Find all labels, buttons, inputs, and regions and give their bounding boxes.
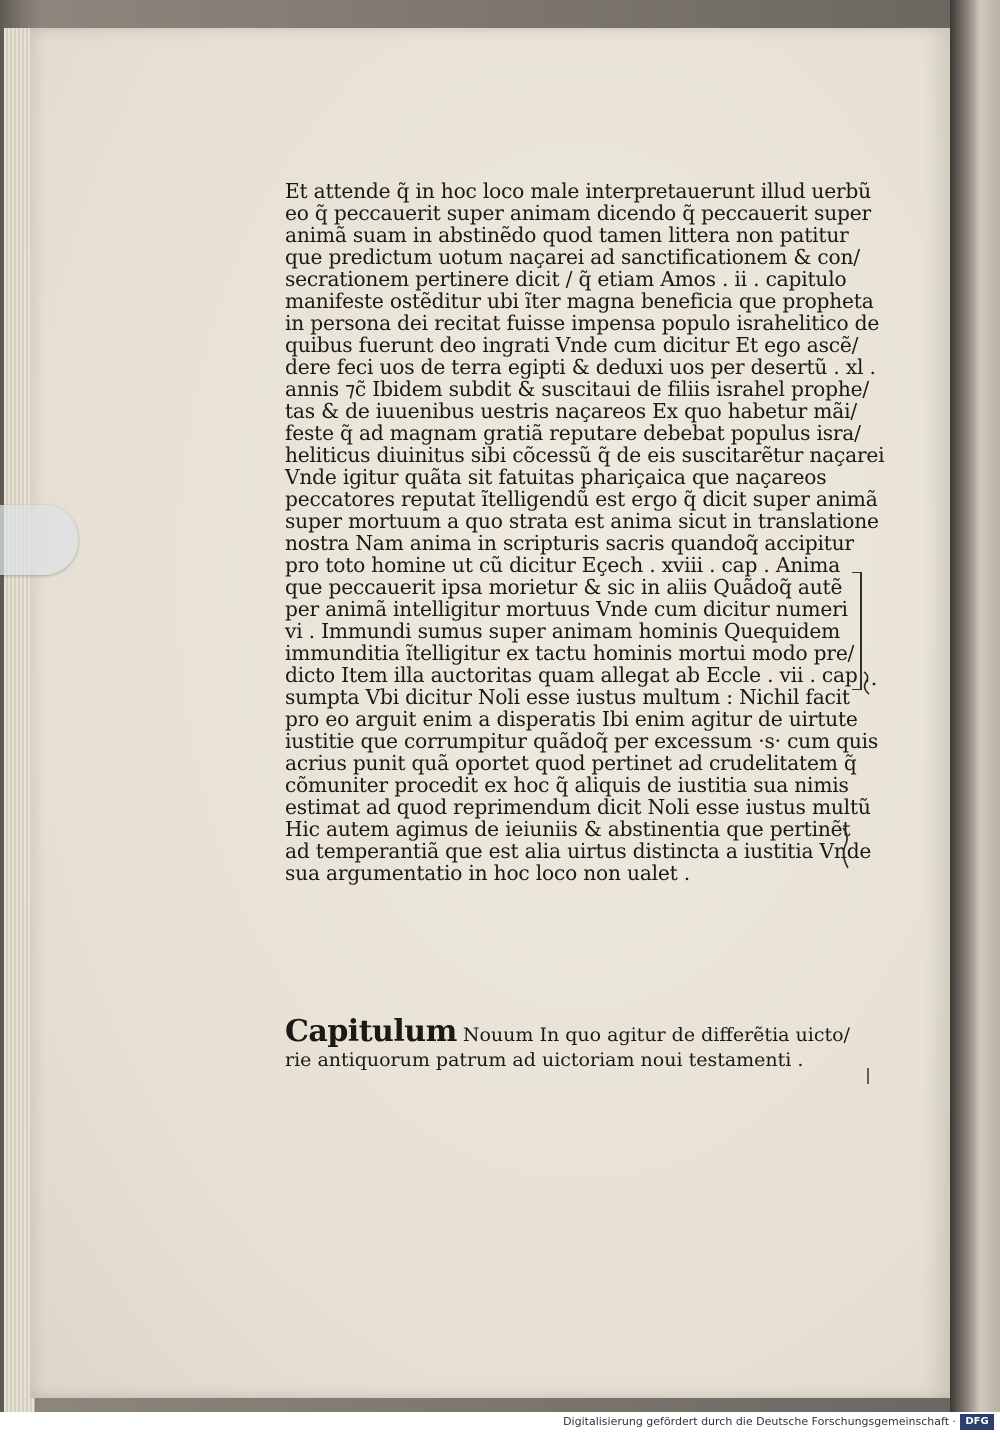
text-line: que predictum uotum naçarei ad sanctificationem & con/ (285, 245, 860, 269)
text-line: estimat ad quod reprimendum dicit Noli esse iustus multũ (285, 795, 871, 819)
text-line: vi . Immundi sumus super animam hominis Quequidem (285, 619, 841, 643)
chapter-heading: Capitulum (285, 1014, 457, 1049)
text-line: in persona dei recitat fuisse impensa populo israhelitico de (285, 311, 880, 335)
text-line: sumpta Vbi dicitur Noli esse iustus multum : Nichil facit (285, 685, 850, 709)
text-line: per animã intelligitur mortuus Vnde cum dicitur numeri (285, 597, 848, 621)
text-line: cõmuniter procedit ex hoc q̃ aliquis de iustitia sua nimis (285, 773, 849, 797)
text-line: animã suam in abstinẽdo quod tamen littera non patitur (285, 223, 849, 247)
text-line: peccatores reputat ĩtelligendũ est ergo q̃ dicit super animã (285, 487, 878, 511)
text-line: feste q̃ ad magnam gratiã reputare debebat populus isra/ (285, 421, 861, 445)
text-line: dere feci uos de terra egipti & deduxi uos per desertũ . xl . (285, 355, 876, 379)
text-line: iustitie que corrumpitur quãdoq̃ per excessum ·s· cum quis (285, 729, 879, 753)
body-text (285, 179, 885, 885)
digitization-credit: Digitalisierung gefördert durch die Deutsche Forschungsgemeinschaft · (563, 1415, 956, 1428)
text-line: que peccauerit ipsa morietur & sic in aliis Quãdoq̃ autẽ (285, 575, 843, 599)
text-line: dicto Item illa auctoritas quam allegat ab Eccle . vii . cap . (285, 663, 870, 687)
text-line: pro eo arguit enim a disperatis Ibi enim agitur de uirtute (285, 707, 858, 731)
text-line: pro toto homine ut cũ dicitur Eçech . xviii . cap . Anima (285, 553, 841, 577)
text-line: ad temperantiã que est alia uirtus distincta a iustitia Vnde (285, 839, 872, 863)
chapter-title-line-1: Nouum In quo agitur de differẽtia uicto/ (462, 1024, 850, 1046)
text-line: tas & de iuuenibus uestris naçareos Ex quo habetur mãi/ (285, 399, 857, 423)
text-line: super mortuum a quo strata est anima sicut in translatione (285, 509, 879, 533)
margin-note-mark (860, 668, 880, 698)
text-line: nostra Nam anima in scripturis sacris quandoq̃ accipitur (285, 531, 854, 555)
dfg-logo: DFG (960, 1414, 994, 1430)
text-line: immunditia ĩtelligitur ex tactu hominis mortui modo pre/ (285, 641, 855, 665)
text-line: eo q̃ peccauerit super animam dicendo q̃ peccauerit super (285, 201, 871, 225)
text-line: annis ⁊c̃ Ibidem subdit & suscitaui de filiis israhel prophe/ (285, 377, 869, 401)
margin-note-mark (864, 1066, 872, 1086)
margin-note-mark (840, 826, 854, 870)
text-line: Vnde igitur quãta sit fatuitas phariçaica que naçareos (285, 465, 827, 489)
text-line: Hic autem agimus de ieiuniis & abstinentia que pertinẽt (285, 817, 851, 841)
book-gutter-right (950, 0, 1000, 1412)
text-line: heliticus diuinitus sibi cõcessũ q̃ de eis suscitarẽtur naçarei (285, 443, 885, 467)
text-line: manifeste ostẽditur ubi ĩter magna beneficia que propheta (285, 289, 874, 313)
text-line: Et attende q̃ in hoc loco male interpretauerunt illud uerbũ (285, 179, 871, 203)
text-line: quibus fuerunt deo ingrati Vnde cum dicitur Et ego ascẽ/ (285, 333, 859, 357)
text-line: acrius punit quã oportet quod pertinet ad crudelitatem q̃ (285, 751, 857, 775)
page-tab-marker (0, 505, 78, 575)
text-line: sua argumentatio in hoc loco non ualet . (285, 861, 691, 885)
chapter-heading-block (285, 1014, 875, 1071)
chapter-title-line-2: rie antiquorum patrum ad uictoriam noui testamenti . (285, 1049, 804, 1071)
text-line: secrationem pertinere dicit / q̃ etiam Amos . ii . capitulo (285, 267, 847, 291)
